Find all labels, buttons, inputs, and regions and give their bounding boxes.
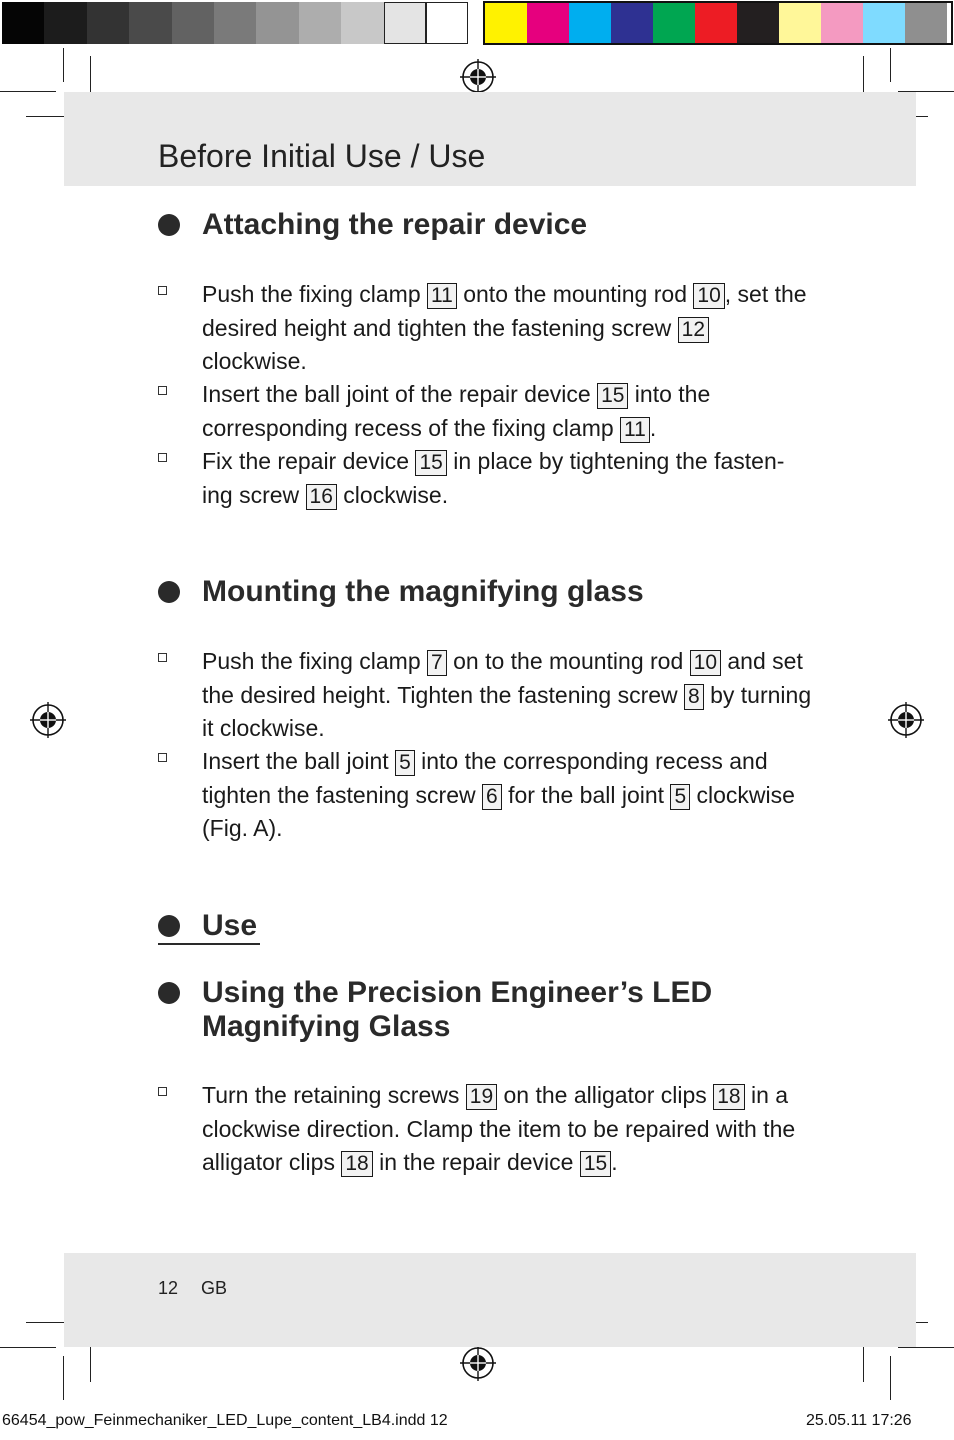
checkbox-icon: [158, 453, 167, 462]
color-swatch: [129, 2, 171, 44]
reference-number: 15: [597, 383, 628, 409]
crop-mark: [890, 1356, 891, 1400]
section-heading-text: Use: [202, 909, 258, 942]
step-text: Insert the ball joint of the repair device 15 into the corresponding recess of the fixing clamp 11 .: [202, 381, 711, 441]
crop-mark: [898, 1347, 954, 1348]
bullet-icon: [158, 581, 180, 603]
checkbox-icon: [158, 753, 167, 762]
print-slug-datetime: 25.05.11 17:26: [806, 1412, 912, 1429]
reference-number: 10: [690, 650, 721, 676]
reference-number: 8: [684, 684, 704, 710]
color-swatch: [384, 2, 426, 44]
bullet-icon: [158, 982, 180, 1004]
checkbox-icon: [158, 386, 167, 395]
color-swatch: [44, 2, 86, 44]
footer-band: [64, 1253, 916, 1347]
step-text: Push the fixing clamp 7 on to the mounting rod 10 and set the desired height. Tighten the fastening screw 8 by turning it clockwise.: [202, 648, 812, 741]
checkbox-icon: [158, 653, 167, 662]
reference-number: 18: [341, 1151, 372, 1177]
reference-number: 15: [415, 450, 446, 476]
reference-number: 11: [427, 283, 457, 309]
heading-underline: [158, 943, 260, 945]
language-code: GB: [201, 1278, 228, 1298]
reference-number: 12: [678, 317, 709, 343]
reference-number: 18: [713, 1084, 744, 1110]
crop-mark: [63, 48, 64, 82]
print-color-bar: [0, 0, 954, 46]
checkbox-icon: [158, 286, 167, 295]
section-heading-text: Attaching the repair device: [202, 208, 588, 241]
reference-number: 7: [427, 650, 447, 676]
checkbox-icon: [158, 1087, 167, 1096]
section-heading-text: Magnifying Glass: [202, 1010, 451, 1043]
reference-number: 16: [306, 484, 337, 510]
color-swatch: [341, 2, 383, 44]
color-swatch: [214, 2, 256, 44]
page-number: 12: [158, 1278, 179, 1298]
registration-mark-icon: [30, 702, 66, 738]
registration-mark-icon: [888, 702, 924, 738]
crop-mark: [63, 1356, 64, 1400]
color-bar-frame: [483, 1, 953, 45]
step-text: Fix the repair device 15 in place by tightening the fasten-ing screw 16 clockwise.: [202, 448, 785, 508]
bullet-icon: [158, 915, 180, 937]
step-text: Turn the retaining screws 19 on the alligator clips 18 in a clockwise direction. Clamp the item to be repaired with the alligator clips 18 in the repair device 15 .: [202, 1082, 796, 1175]
section-heading-text: Using the Precision Engineer’s LED: [202, 976, 713, 1009]
step-text: Insert the ball joint 5 into the corresponding recess and tighten the fastening screw 6 for the ball joint 5 clockwise (Fig. A).: [202, 748, 795, 841]
reference-number: 5: [395, 750, 415, 776]
crop-mark: [0, 1347, 56, 1348]
reference-number: 11: [620, 417, 650, 443]
crop-mark: [890, 48, 891, 82]
color-swatch: [172, 2, 214, 44]
reference-number: 5: [670, 784, 690, 810]
color-swatch: [2, 2, 44, 44]
bullet-icon: [158, 214, 180, 236]
registration-mark-icon: [460, 59, 496, 95]
color-swatch: [87, 2, 129, 44]
section-heading-text: Mounting the magnifying glass: [202, 575, 644, 608]
color-swatch: [299, 2, 341, 44]
step-text: Push the fixing clamp 11 onto the mounting rod 10 , set the desired height and tighten the fastening screw 12 clockwise.: [202, 281, 807, 374]
page-title: Before Initial Use / Use: [158, 138, 486, 174]
color-swatch: [426, 2, 468, 44]
reference-number: 19: [466, 1084, 497, 1110]
print-slug-filename: 66454_pow_Feinmechaniker_LED_Lupe_content_LB4.indd 12: [2, 1412, 448, 1429]
reference-number: 15: [580, 1151, 611, 1177]
reference-number: 10: [693, 283, 724, 309]
color-swatch: [256, 2, 298, 44]
registration-mark-icon: [460, 1345, 496, 1381]
crop-mark: [0, 91, 56, 92]
reference-number: 6: [482, 784, 502, 810]
